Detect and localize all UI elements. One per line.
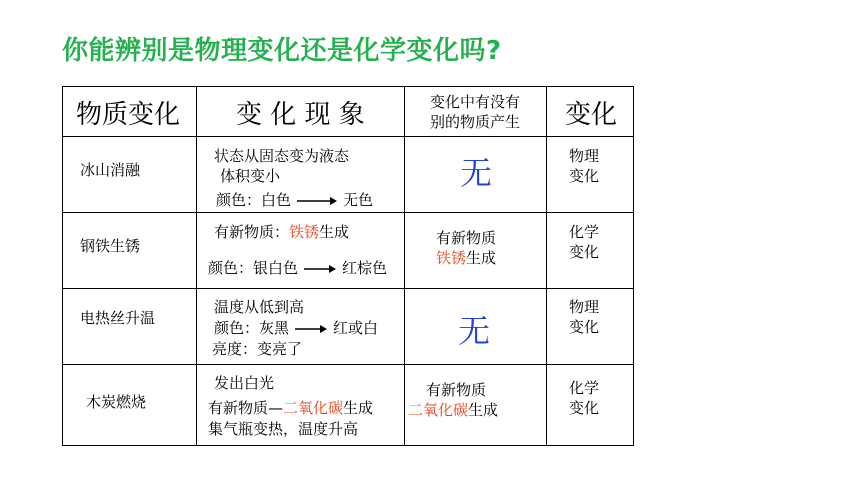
header-phenomenon: 变 化 现 象 xyxy=(236,100,365,130)
row4-phenomenon-2: 有新物质—二氧化碳生成 xyxy=(208,399,374,417)
page-title: 你能辨别是物理变化还是化学变化吗? xyxy=(62,36,502,66)
row3-type-1: 物理 xyxy=(569,298,600,316)
row3-phenomenon-3: 亮度：变亮了 xyxy=(212,340,303,358)
row3-name: 电热丝升温 xyxy=(80,309,156,327)
row1-phenomenon-3: 颜色：白色 无色 xyxy=(216,191,374,209)
header-new-substance-line1: 变化中有没有 xyxy=(430,93,521,111)
row1-name: 冰山消融 xyxy=(80,161,141,179)
table-border-right xyxy=(633,86,634,446)
table-divider xyxy=(546,86,547,446)
row1-phenomenon-1: 状态从固态变为液态 xyxy=(214,147,350,165)
row4-new-substance-1: 有新物质 xyxy=(426,381,487,399)
row2-type-2: 变化 xyxy=(569,243,600,261)
row2-new-substance-1: 有新物质 xyxy=(436,229,497,247)
row1-type-2: 变化 xyxy=(569,167,600,185)
row3-type-2: 变化 xyxy=(569,318,600,336)
row3-phenomenon-1: 温度从低到高 xyxy=(214,298,305,316)
row2-name: 钢铁生锈 xyxy=(80,237,141,255)
header-new-substance-line2: 别的物质产生 xyxy=(430,113,521,131)
row4-phenomenon-1: 发出白光 xyxy=(214,374,275,392)
row1-phenomenon-2: 体积变小 xyxy=(220,167,281,185)
table-border-bottom xyxy=(62,445,634,446)
row3-phenomenon-2: 颜色：灰黑 红或白 xyxy=(214,319,379,337)
right-arrow-icon xyxy=(295,319,327,339)
table-divider xyxy=(62,212,634,213)
table-divider xyxy=(62,364,634,365)
row2-phenomenon-1: 有新物质：铁锈生成 xyxy=(214,223,350,241)
table-border-left xyxy=(62,86,63,446)
row4-type-2: 变化 xyxy=(569,399,600,417)
header-change-type: 变化 xyxy=(565,100,618,130)
row2-new-substance-2: 铁锈生成 xyxy=(436,249,497,267)
right-arrow-icon xyxy=(297,191,337,211)
header-material-change: 物质变化 xyxy=(76,100,181,130)
table-divider xyxy=(196,86,197,446)
row2-phenomenon-2: 颜色：银白色 红棕色 xyxy=(208,259,388,277)
row4-type-1: 化学 xyxy=(569,379,600,397)
row4-name: 木炭燃烧 xyxy=(86,393,147,411)
row1-new-substance: 无 xyxy=(460,154,493,192)
row2-type-1: 化学 xyxy=(569,223,600,241)
table-divider xyxy=(404,86,405,446)
table-border-top xyxy=(62,86,634,87)
table-divider xyxy=(62,288,634,289)
table-divider xyxy=(62,136,634,137)
comparison-table xyxy=(62,86,634,446)
row3-new-substance: 无 xyxy=(458,312,491,350)
row4-new-substance-2: 二氧化碳生成 xyxy=(408,401,499,419)
row4-phenomenon-3: 集气瓶变热，温度升高 xyxy=(208,420,359,438)
row1-type-1: 物理 xyxy=(569,147,600,165)
right-arrow-icon xyxy=(304,259,336,279)
